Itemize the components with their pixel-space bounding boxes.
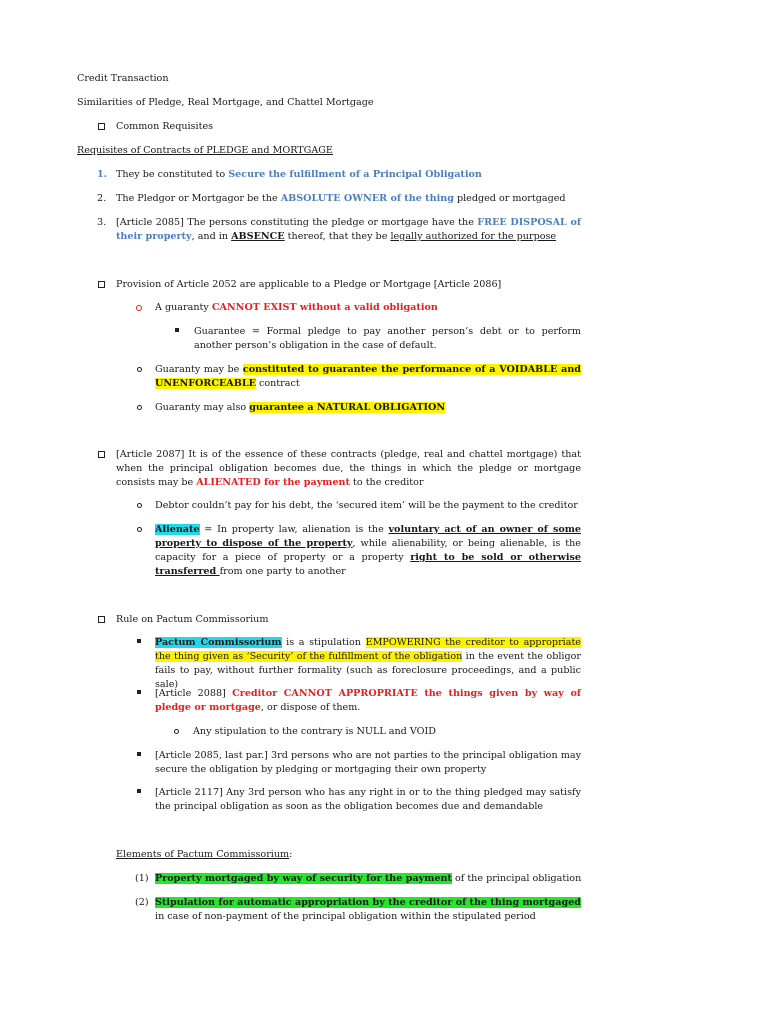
text: A guaranty xyxy=(155,302,212,313)
highlight: Pactum Commissorium xyxy=(155,637,282,648)
text: , while alienability, or being alienable, is the capacity for a piece of property or a property xyxy=(155,538,581,563)
document-title: Credit Transaction xyxy=(77,73,169,84)
list-number: (1) xyxy=(135,873,149,884)
text: is a stipulation xyxy=(281,637,366,648)
pactum-rule: Rule on Pactum Commissorium xyxy=(116,614,269,625)
text: [Article 2087] It is of the essence of these contracts (pledge, real and chattel mortgage) that when the principal obligation becomes due, the things in which the pledge or mortgage consists may be xyxy=(116,449,581,488)
requisite-3 xyxy=(116,216,581,244)
underlined: legally authorized for the purpose xyxy=(390,231,557,242)
highlight: guarantee a NATURAL OBLIGATION xyxy=(249,402,446,413)
text: They be constituted to xyxy=(116,169,229,180)
requisite-2 xyxy=(116,192,566,206)
alienate-definition xyxy=(155,523,581,579)
emphasis: ALIENATED for the payment xyxy=(196,477,350,488)
square-bullet-icon xyxy=(137,690,141,694)
text: , and in xyxy=(191,231,232,242)
article-2117: [Article 2117] Any 3rd person who has any right in or to the thing pledged may satisfy the principal obligation as soon as the obligation becomes due and demandable xyxy=(155,787,581,812)
requisite-1 xyxy=(116,168,482,182)
text: contract xyxy=(255,378,300,389)
highlight: constituted to guarantee the performance of a VOIDABLE and UNENFORCEABLE xyxy=(155,364,581,389)
circle-bullet-icon xyxy=(136,305,142,311)
common-requisites: Common Requisites xyxy=(116,121,214,132)
circle-bullet-icon xyxy=(137,527,142,532)
text: in the event the obligor fails to pay, without further formality (such as foreclosure proceedings, and a public sale) xyxy=(155,651,581,690)
emphasis: voluntary act of an owner of some property to dispose of the property xyxy=(155,524,581,549)
stipulation-void: Any stipulation to the contrary is NULL and VOID xyxy=(193,726,436,737)
square-bullet-icon xyxy=(137,789,141,793)
highlight: Alienate xyxy=(155,524,200,535)
text: thereof, that they be xyxy=(284,231,391,242)
article-2088 xyxy=(155,687,581,715)
list-number: 2. xyxy=(97,193,107,204)
underlined: Elements of Pactum Commissorium xyxy=(116,849,290,860)
text: [Article 2088] xyxy=(155,688,233,699)
text: from one party to another xyxy=(219,566,346,577)
square-bullet-icon xyxy=(137,639,141,643)
checkbox-bullet-icon xyxy=(98,616,105,623)
emphasis: CANNOT EXIST without a valid obligation xyxy=(211,302,438,313)
highlight: EMPOWERING the creditor to appropriate the thing given as ‘Security’ of the fulfillment of the obligation xyxy=(155,637,581,662)
emphasis: ABSENCE xyxy=(231,231,285,242)
checkbox-bullet-icon xyxy=(98,123,105,130)
circle-bullet-icon xyxy=(137,367,142,372)
highlight: Secure the fulfillment of a Principal Obligation xyxy=(228,169,482,180)
highlight: FREE DISPOSAL of their property xyxy=(116,217,581,242)
text: Guaranty may be xyxy=(155,364,243,375)
article-2087 xyxy=(116,448,581,490)
guaranty-voidable xyxy=(155,363,581,391)
text: , or dispose of them. xyxy=(260,702,361,713)
emphasis: Creditor CANNOT APPROPRIATE the things given by way of pledge or mortgage xyxy=(155,688,581,713)
circle-bullet-icon xyxy=(137,503,142,508)
text: : xyxy=(289,849,293,860)
list-number: 3. xyxy=(97,217,107,228)
provision-2052: Provision of Article 2052 are applicable to a Pledge or Mortgage [Article 2086] xyxy=(116,279,502,290)
highlight: Property mortgaged by way of security for the payment xyxy=(155,873,452,884)
circle-bullet-icon xyxy=(174,729,179,734)
requisites-heading: Requisites of Contracts of PLEDGE and MORTGAGE xyxy=(77,145,333,156)
emphasis: right to be sold or otherwise transferred xyxy=(155,552,581,577)
square-bullet-icon xyxy=(137,752,141,756)
guarantee-definition: Guarantee = Formal pledge to pay another person’s debt or to perform another person’s obligation in the case of default. xyxy=(194,326,581,351)
text: to the creditor xyxy=(349,477,424,488)
guaranty-natural xyxy=(155,401,445,415)
text: of the principal obligation xyxy=(451,873,582,884)
debtor-note: Debtor couldn’t pay for his debt, the ‘secured item’ will be the payment to the creditor xyxy=(155,500,578,511)
highlight: ABSOLUTE OWNER of the thing xyxy=(280,193,454,204)
element-1 xyxy=(155,872,581,886)
text: = In property law, alienation is the xyxy=(199,524,389,535)
elements-heading xyxy=(116,848,292,862)
text: pledged or mortgaged xyxy=(453,193,566,204)
text: in case of non-payment of the principal obligation within the stipulated period xyxy=(155,911,536,922)
list-number: 1. xyxy=(97,169,108,180)
pactum-definition xyxy=(155,636,581,692)
guaranty-cannot-exist xyxy=(155,301,438,315)
text: [Article 2085] The persons constituting the pledge or mortgage have the xyxy=(116,217,478,228)
checkbox-bullet-icon xyxy=(98,451,105,458)
element-2 xyxy=(155,896,581,924)
article-2085-last: [Article 2085, last par.] 3rd persons who are not parties to the principal obligation may secure the obligation by pledging or mortgaging their own property xyxy=(155,750,581,775)
square-bullet-icon xyxy=(175,328,179,332)
text: The Pledgor or Mortgagor be the xyxy=(116,193,281,204)
list-number: (2) xyxy=(135,897,149,908)
circle-bullet-icon xyxy=(137,405,142,410)
document-subtitle: Similarities of Pledge, Real Mortgage, and Chattel Mortgage xyxy=(77,97,374,108)
checkbox-bullet-icon xyxy=(98,281,105,288)
highlight: Stipulation for automatic appropriation by the creditor of the thing mortgaged xyxy=(155,897,581,908)
text: Guaranty may also xyxy=(155,402,250,413)
